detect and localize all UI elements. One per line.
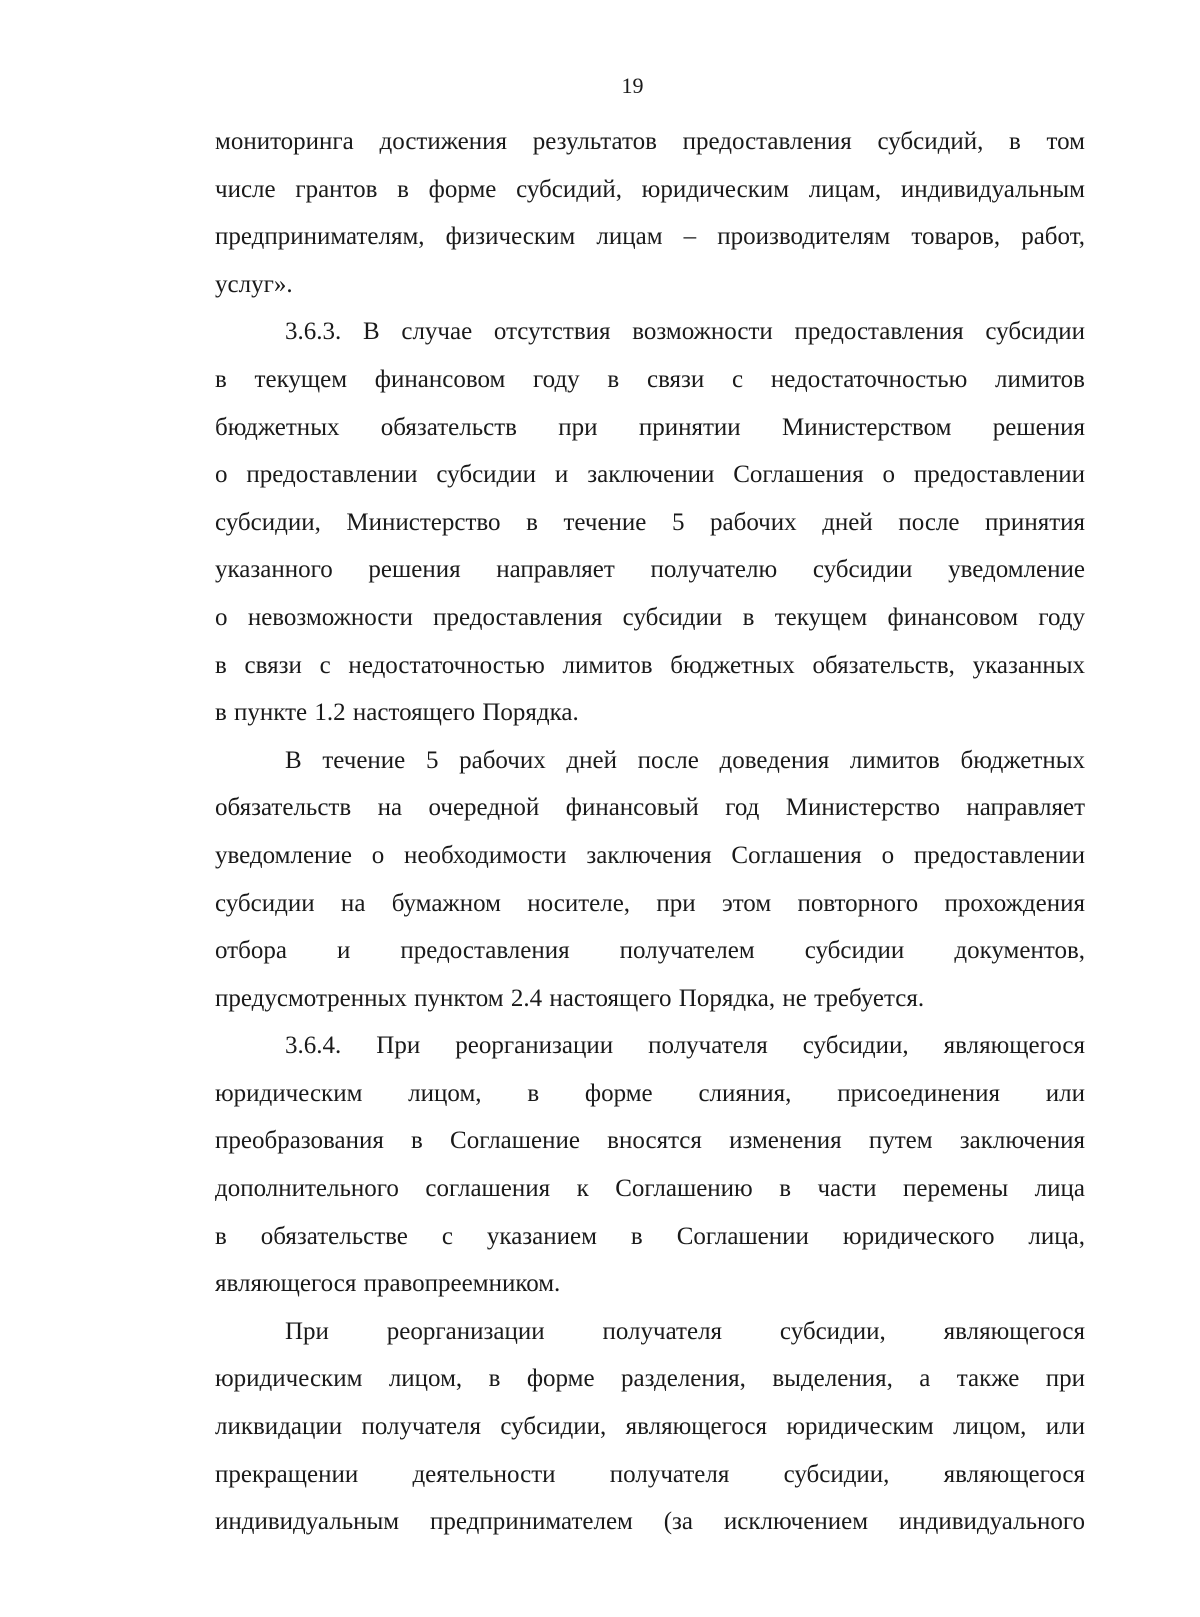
text-line: ликвидации получателя субсидии, являющегося юридическим лицом, или [215, 1413, 1085, 1441]
text-line: являющегося правопреемником. [215, 1270, 561, 1298]
text-line: преобразования в Соглашение вносятся изменения путем заключения [215, 1127, 1085, 1155]
text-line: юридическим лицом, в форме слияния, присоединения или [215, 1079, 1085, 1107]
text-line: о невозможности предоставления субсидии в текущем финансовом году [215, 603, 1085, 631]
text-line: бюджетных обязательств при принятии Министерством решения [215, 413, 1085, 441]
text-line: в связи с недостаточностью лимитов бюджетных обязательств, указанных [215, 651, 1085, 679]
text-line: субсидии на бумажном носителе, при этом повторного прохождения [215, 889, 1085, 917]
text-line: 3.6.4. При реорганизации получателя субсидии, являющегося [285, 1032, 1085, 1060]
text-line: в текущем финансовом году в связи с недостаточностью лимитов [215, 365, 1085, 393]
text-line: уведомление о необходимости заключения Соглашения о предоставлении [215, 841, 1085, 869]
text-line: предусмотренных пунктом 2.4 настоящего Порядка, не требуется. [215, 984, 925, 1012]
text-line: 3.6.3. В случае отсутствия возможности предоставления субсидии [285, 318, 1085, 346]
text-line: При реорганизации получателя субсидии, являющегося [285, 1317, 1085, 1345]
text-line: обязательств на очередной финансовый год Министерство направляет [215, 794, 1085, 822]
page-number: 19 [621, 73, 644, 98]
text-line: числе грантов в форме субсидий, юридическим лицам, индивидуальным [215, 175, 1085, 203]
text-line: указанного решения направляет получателю субсидии уведомление [215, 556, 1085, 584]
text-line: прекращении деятельности получателя субсидии, являющегося [215, 1460, 1085, 1488]
text-line: отбора и предоставления получателем субсидии документов, [215, 937, 1085, 965]
text-line: дополнительного соглашения к Соглашению в части перемены лица [215, 1175, 1085, 1203]
text-line: мониторинга достижения результатов предоставления субсидий, в том [215, 128, 1085, 155]
text-line: в пункте 1.2 настоящего Порядка. [215, 699, 579, 727]
text-line: в обязательстве с указанием в Соглашении юридического лица, [215, 1222, 1085, 1250]
text-line: субсидии, Министерство в течение 5 рабочих дней после принятия [215, 508, 1085, 536]
text-line: услуг». [215, 270, 293, 298]
text-line: индивидуальным предпринимателем (за исключением индивидуального [215, 1508, 1085, 1536]
document-body [215, 118, 1085, 1546]
text-line: предпринимателям, физическим лицам – производителям товаров, работ, [215, 223, 1085, 251]
text-line: о предоставлении субсидии и заключении Соглашения о предоставлении [215, 461, 1085, 489]
text-line: юридическим лицом, в форме разделения, выделения, а также при [215, 1365, 1085, 1393]
text-line: В течение 5 рабочих дней после доведения лимитов бюджетных [285, 746, 1085, 774]
